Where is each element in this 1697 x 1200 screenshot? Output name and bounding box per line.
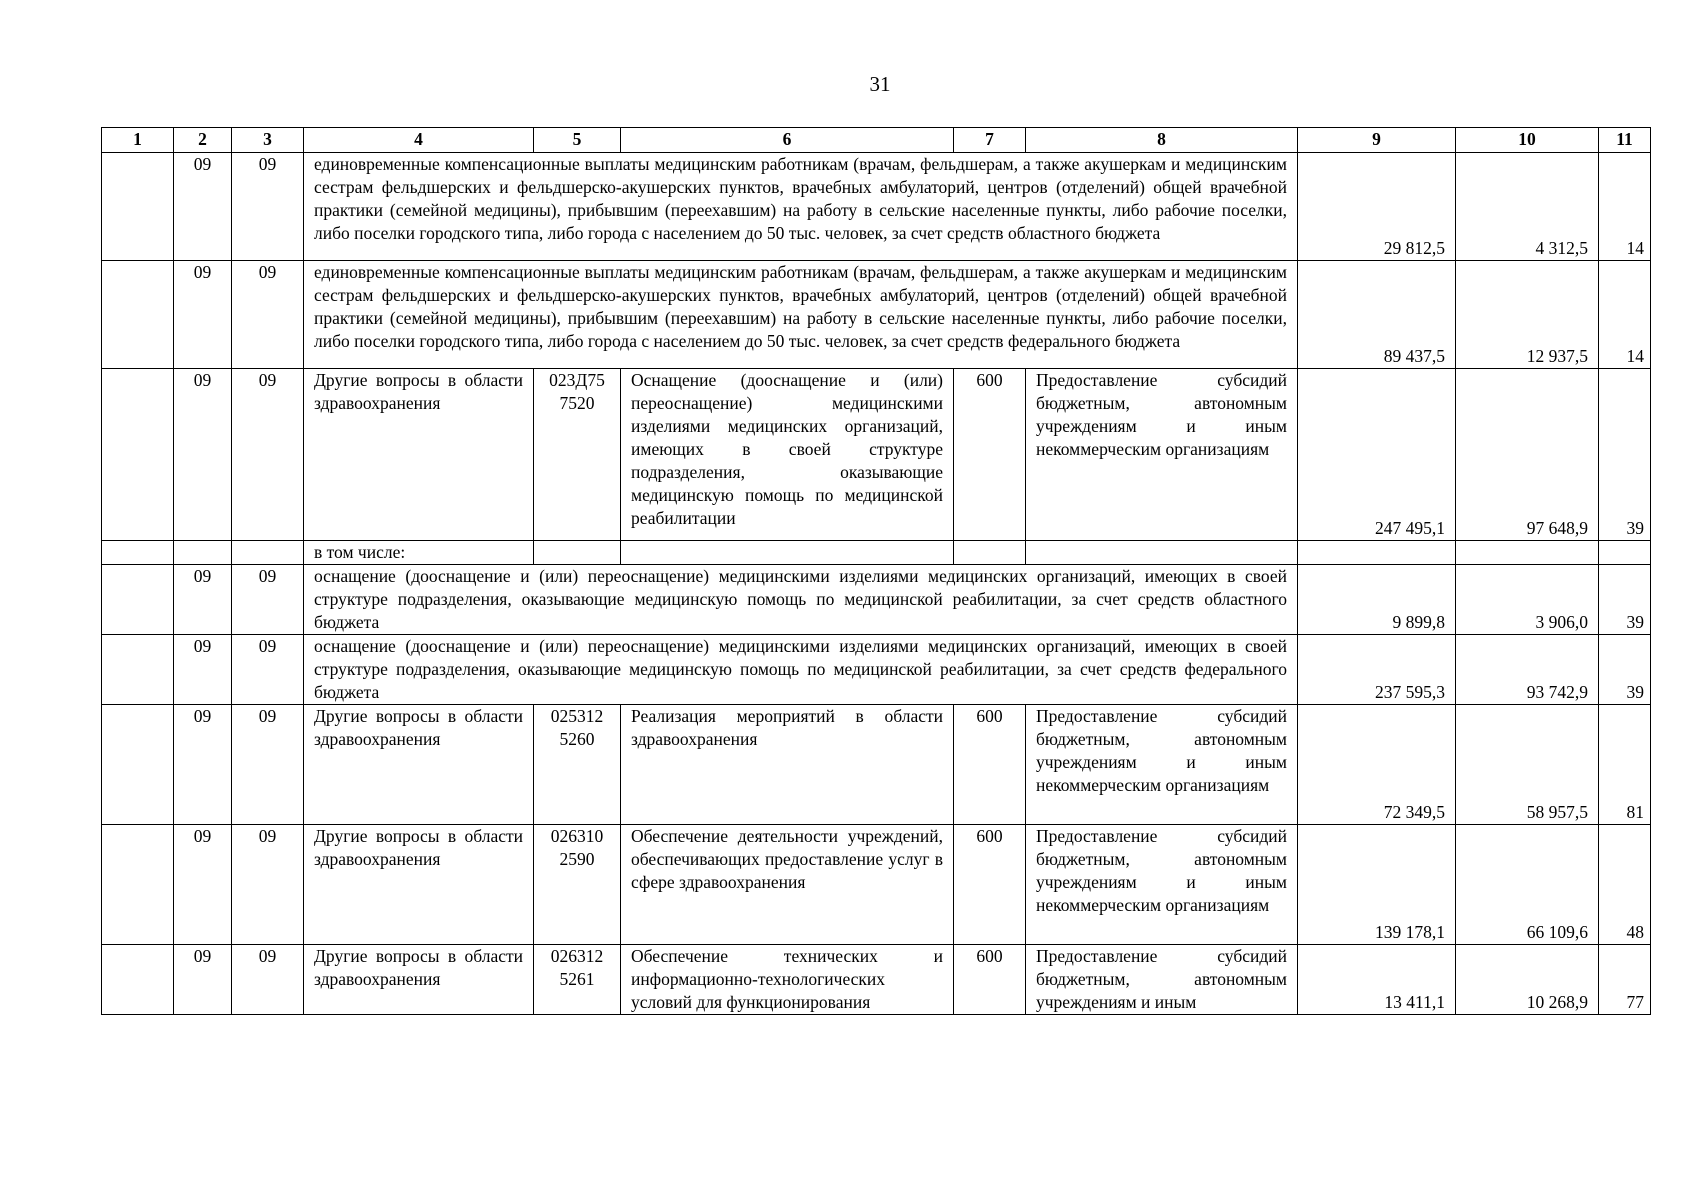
percent-col-11: 81 xyxy=(1599,705,1651,825)
section-code: 09 xyxy=(174,705,232,825)
program-description: Оснащение (дооснащение и (или) переоснащение) медицинскими изделиями медицинских организаций, имеющих в своей структуре подразделения, оказывающие медицинскую помощь по медицинской реабилитации xyxy=(621,369,954,541)
cell-1 xyxy=(102,369,174,541)
percent-col-11: 48 xyxy=(1599,825,1651,945)
expense-type-name: Предоставление субсидий бюджетным, автономным учреждениям и иным некоммерческим организациям xyxy=(1026,825,1298,945)
expense-description: оснащение (дооснащение и (или) переоснащение) медицинскими изделиями медицинских организаций, имеющих в своей структуре подразделения, оказывающие медицинскую помощь по медицинской реабилитации, за счет средств федерального бюджета xyxy=(304,635,1298,705)
column-header-8: 8 xyxy=(1026,128,1298,153)
percent-col-11: 39 xyxy=(1599,635,1651,705)
subsection-code: 09 xyxy=(232,369,304,541)
expense-type-name: Предоставление субсидий бюджетным, автономным учреждениям и иным некоммерческим организациям xyxy=(1026,705,1298,825)
program-description: Обеспечение технических и информационно-технологических условий для функционирования xyxy=(621,945,954,1015)
expense-type-name: Предоставление субсидий бюджетным, автономным учреждениям и иным некоммерческим организациям xyxy=(1026,369,1298,541)
budget-table xyxy=(101,127,1651,1015)
subsection-code: 09 xyxy=(232,565,304,635)
section-code: 09 xyxy=(174,635,232,705)
cell-9 xyxy=(1298,541,1456,565)
page-number: 31 xyxy=(869,72,891,96)
subsection-code: 09 xyxy=(232,153,304,261)
table-row xyxy=(102,945,1651,1015)
header-row xyxy=(102,128,1651,153)
column-header-7: 7 xyxy=(954,128,1026,153)
cell-1 xyxy=(102,541,174,565)
section-name: Другие вопросы в области здравоохранения xyxy=(304,369,534,541)
expense-type-code: 600 xyxy=(954,945,1026,1015)
cell-8 xyxy=(1026,541,1298,565)
section-code: 09 xyxy=(174,369,232,541)
amount-col-10: 10 268,9 xyxy=(1456,945,1599,1015)
percent-col-11: 39 xyxy=(1599,565,1651,635)
expense-description: единовременные компенсационные выплаты медицинским работникам (врачам, фельдшерам, а также акушеркам и медицинским сестрам фельдшерских и фельдшерско-акушерских пунктов, врачебных амбулаторий, центров (отделений) общей врачебной практики (семейной медицины), прибывшим (переехавшим) на работу в сельские населенные пункты, либо рабочие поселки, либо поселки городского типа, либо города с населением до 50 тыс. человек, за счет средств областного бюджета xyxy=(304,153,1298,261)
amount-col-9: 89 437,5 xyxy=(1298,261,1456,369)
subsection-code: 09 xyxy=(232,825,304,945)
section-code: 09 xyxy=(174,945,232,1015)
target-article-code: 026310 2590 xyxy=(534,825,621,945)
cell-3 xyxy=(232,541,304,565)
note-text: в том числе: xyxy=(304,541,534,565)
cell-7 xyxy=(954,541,1026,565)
cell-2 xyxy=(174,541,232,565)
column-header-1: 1 xyxy=(102,128,174,153)
table-row xyxy=(102,541,1651,565)
cell-1 xyxy=(102,565,174,635)
section-name: Другие вопросы в области здравоохранения xyxy=(304,705,534,825)
percent-col-11: 77 xyxy=(1599,945,1651,1015)
cell-1 xyxy=(102,945,174,1015)
section-code: 09 xyxy=(174,153,232,261)
expense-type-code: 600 xyxy=(954,369,1026,541)
expense-description: оснащение (дооснащение и (или) переоснащение) медицинскими изделиями медицинских организаций, имеющих в своей структуре подразделения, оказывающие медицинскую помощь по медицинской реабилитации, за счет средств областного бюджета xyxy=(304,565,1298,635)
table-row xyxy=(102,369,1651,541)
cell-11 xyxy=(1599,541,1651,565)
cell-1 xyxy=(102,825,174,945)
section-name: Другие вопросы в области здравоохранения xyxy=(304,825,534,945)
target-article-code: 026312 5261 xyxy=(534,945,621,1015)
column-header-3: 3 xyxy=(232,128,304,153)
expense-description: единовременные компенсационные выплаты медицинским работникам (врачам, фельдшерам, а также акушеркам и медицинским сестрам фельдшерских и фельдшерско-акушерских пунктов, врачебных амбулаторий, центров (отделений) общей врачебной практики (семейной медицины), прибывшим (переехавшим) на работу в сельские населенные пункты, либо рабочие поселки, либо поселки городского типа, либо города с населением до 50 тыс. человек, за счет средств федерального бюджета xyxy=(304,261,1298,369)
column-header-4: 4 xyxy=(304,128,534,153)
amount-col-10: 66 109,6 xyxy=(1456,825,1599,945)
section-name: Другие вопросы в области здравоохранения xyxy=(304,945,534,1015)
amount-col-9: 13 411,1 xyxy=(1298,945,1456,1015)
column-header-11: 11 xyxy=(1599,128,1651,153)
column-header-10: 10 xyxy=(1456,128,1599,153)
amount-col-9: 247 495,1 xyxy=(1298,369,1456,541)
amount-col-10: 97 648,9 xyxy=(1456,369,1599,541)
cell-1 xyxy=(102,635,174,705)
amount-col-10: 93 742,9 xyxy=(1456,635,1599,705)
table-row xyxy=(102,825,1651,945)
amount-col-9: 9 899,8 xyxy=(1298,565,1456,635)
column-header-5: 5 xyxy=(534,128,621,153)
percent-col-11: 14 xyxy=(1599,153,1651,261)
section-code: 09 xyxy=(174,565,232,635)
amount-col-10: 4 312,5 xyxy=(1456,153,1599,261)
percent-col-11: 39 xyxy=(1599,369,1651,541)
table-row xyxy=(102,565,1651,635)
amount-col-9: 237 595,3 xyxy=(1298,635,1456,705)
expense-type-code: 600 xyxy=(954,825,1026,945)
section-code: 09 xyxy=(174,825,232,945)
cell-6 xyxy=(621,541,954,565)
amount-col-9: 29 812,5 xyxy=(1298,153,1456,261)
cell-5 xyxy=(534,541,621,565)
cell-1 xyxy=(102,261,174,369)
table-row xyxy=(102,635,1651,705)
cell-1 xyxy=(102,153,174,261)
subsection-code: 09 xyxy=(232,705,304,825)
amount-col-10: 58 957,5 xyxy=(1456,705,1599,825)
table-row xyxy=(102,705,1651,825)
program-description: Обеспечение деятельности учреждений, обеспечивающих предоставление услуг в сфере здравоохранения xyxy=(621,825,954,945)
amount-col-9: 72 349,5 xyxy=(1298,705,1456,825)
expense-type-code: 600 xyxy=(954,705,1026,825)
column-header-2: 2 xyxy=(174,128,232,153)
cell-10 xyxy=(1456,541,1599,565)
section-code: 09 xyxy=(174,261,232,369)
table-row xyxy=(102,261,1651,369)
table-row xyxy=(102,153,1651,261)
subsection-code: 09 xyxy=(232,945,304,1015)
program-description: Реализация мероприятий в области здравоохранения xyxy=(621,705,954,825)
column-header-6: 6 xyxy=(621,128,954,153)
target-article-code: 023Д75 7520 xyxy=(534,369,621,541)
target-article-code: 025312 5260 xyxy=(534,705,621,825)
expense-type-name: Предоставление субсидий бюджетным, автономным учреждениям и иным xyxy=(1026,945,1298,1015)
amount-col-10: 3 906,0 xyxy=(1456,565,1599,635)
cell-1 xyxy=(102,705,174,825)
table-body xyxy=(102,153,1651,1015)
subsection-code: 09 xyxy=(232,635,304,705)
subsection-code: 09 xyxy=(232,261,304,369)
column-header-9: 9 xyxy=(1298,128,1456,153)
amount-col-9: 139 178,1 xyxy=(1298,825,1456,945)
percent-col-11: 14 xyxy=(1599,261,1651,369)
amount-col-10: 12 937,5 xyxy=(1456,261,1599,369)
